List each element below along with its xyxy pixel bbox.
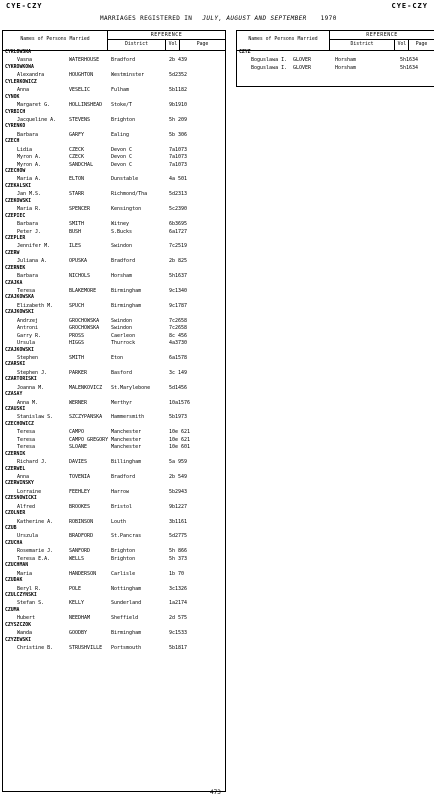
volume-page: 5d2352 <box>169 72 188 79</box>
spouse-surname: CAMPO <box>69 429 85 436</box>
district: S.Bucks <box>111 228 133 235</box>
surname: CZERNEK <box>5 265 26 271</box>
spouse-surname: SMITH <box>69 221 85 228</box>
surname: CZERWEL <box>5 466 26 472</box>
district: Thurrock <box>111 340 136 347</box>
volume-page: 5d1456 <box>169 384 188 391</box>
forename: Stephen <box>17 354 39 361</box>
district: Westminster <box>111 72 145 79</box>
district: Manchester <box>111 429 142 436</box>
spouse-surname: DAVIES <box>69 459 88 466</box>
forename: Lorraine <box>17 488 42 495</box>
surname: CZEPLER <box>5 235 26 241</box>
spouse-surname: GROCHOWSKA <box>69 317 100 324</box>
forename: Vasna <box>17 57 33 64</box>
district: Nottingham <box>111 585 142 592</box>
left-entry-row <box>3 289 225 296</box>
volume-page: 3b1161 <box>169 518 188 525</box>
title-quarter: JULY, AUGUST AND SEPTEMBER <box>202 15 307 22</box>
right-register-table <box>236 30 434 87</box>
district: Witney <box>111 221 130 228</box>
district-column-header: District <box>124 41 149 47</box>
forename: Stefan S. <box>17 600 45 607</box>
district: Horsham <box>111 273 133 280</box>
left-entry-row <box>3 505 225 512</box>
district: Manchester <box>111 436 142 443</box>
forename: Andrzej <box>17 317 39 324</box>
spouse-surname: PARKER <box>69 369 88 376</box>
district: Carlisle <box>111 570 136 577</box>
volume-page: 10e 621 <box>169 429 191 436</box>
spouse-surname: WATERHOUSE <box>69 57 100 64</box>
district: Swindon <box>111 317 133 324</box>
volume-page: 6b3695 <box>169 221 188 228</box>
district: Portsmouth <box>111 645 142 651</box>
title-prefix: MARRIAGES REGISTERED IN <box>100 15 193 22</box>
surname: CZEKALSKI <box>5 183 31 189</box>
volume-page: 10e 601 <box>169 444 191 451</box>
left-entry-row <box>3 475 225 482</box>
volume-page: 6a1578 <box>169 354 188 361</box>
volume-page: 7c2658 <box>169 317 188 324</box>
spouse-surname: ROBINSON <box>69 518 94 525</box>
names-column-header-right: Names of Persons Married <box>237 31 330 50</box>
volume-page: 5h1634 <box>400 57 419 64</box>
spouse-surname: FEEHLEY <box>69 488 91 495</box>
volume-page: 5b1182 <box>169 87 188 94</box>
forename: Boguslawa I. <box>251 64 288 71</box>
district: Hammersmith <box>111 414 145 421</box>
forename: Myron A. <box>17 154 42 161</box>
district: Bradford <box>111 258 136 265</box>
volume-page: 5b 306 <box>169 131 188 138</box>
spouse-surname: SANDCHAL <box>69 161 94 168</box>
spouse-surname: WELLS <box>69 555 85 562</box>
forename: Maria R. <box>17 206 42 213</box>
page-number: 473 <box>210 789 221 796</box>
left-index-code: CYE-CZY <box>6 2 43 10</box>
district: Horsham <box>335 64 357 71</box>
volume-page: 5d2313 <box>169 191 188 198</box>
left-entry-row <box>3 88 225 95</box>
left-entry-row <box>3 177 225 184</box>
volume-page: 5d2775 <box>169 533 188 540</box>
surname: CZEPIEC <box>5 213 26 219</box>
district: Sheffield <box>111 615 139 622</box>
surname: CZUDAK <box>5 578 23 584</box>
surname: CZOLNER <box>5 511 26 517</box>
left-entry-row <box>3 207 225 214</box>
district: Bradford <box>111 57 136 64</box>
forename: Barbara <box>17 273 39 280</box>
district: Merthyr <box>111 399 133 406</box>
district: St.Pancras <box>111 533 142 540</box>
volume-page: 2b 825 <box>169 258 188 265</box>
left-register-table <box>2 30 226 792</box>
surname: CZUCHMAN <box>5 563 29 569</box>
volume-page: 7a1073 <box>169 161 188 168</box>
surname: CZYSZCZOK <box>5 622 31 628</box>
forename: Hubert <box>17 615 36 622</box>
district: Devon C <box>111 154 133 161</box>
volume-page: 2b 549 <box>169 473 188 480</box>
forename: Joanna M. <box>17 384 45 391</box>
volume-page: 5h 373 <box>169 555 188 562</box>
left-entry-row <box>3 445 225 452</box>
surname: CYRBICH <box>5 109 26 115</box>
district: Dunstable <box>111 176 139 183</box>
left-entry-row <box>3 631 225 638</box>
forename: Antroni <box>17 325 39 332</box>
forename: Teresa <box>17 444 36 451</box>
spouse-surname: GLOVER <box>293 57 312 64</box>
forename: Alexandra <box>17 72 45 79</box>
spouse-surname: SPENCER <box>69 206 91 213</box>
reference-header-right: REFERENCE <box>330 31 434 40</box>
district: Birmingham <box>111 288 142 294</box>
surname: CYRENKO <box>5 124 26 130</box>
district: Devon C <box>111 146 133 153</box>
left-entry-row <box>3 230 225 237</box>
volume-page: 1b 70 <box>169 570 185 577</box>
district: Eton <box>111 354 124 361</box>
surname: CYKROWKOWA <box>5 64 34 70</box>
volume-page: 7a1073 <box>169 154 188 161</box>
spouse-surname: STEVENS <box>69 116 91 123</box>
spouse-surname: HIGGS <box>69 340 85 347</box>
surname: CZEKOWSKI <box>5 198 31 204</box>
forename: Barbara <box>17 221 39 228</box>
spouse-surname: BROOKES <box>69 503 91 510</box>
page-column-header-right: Page <box>408 40 434 50</box>
district: Harrow <box>111 488 130 495</box>
district: Horsham <box>335 57 357 64</box>
volume-page: 4a 501 <box>169 176 188 183</box>
spouse-surname: SMITH <box>69 354 85 361</box>
left-entry-row <box>3 601 225 608</box>
left-entry-row <box>3 460 225 467</box>
spouse-surname: CZECK <box>69 154 85 161</box>
forename: Anna M. <box>17 399 39 406</box>
right-entry-row <box>237 66 434 73</box>
district: Bristol <box>111 503 133 510</box>
district: Swindon <box>111 243 133 250</box>
volume-page: 9b1910 <box>169 102 188 109</box>
volume-page: 10a1576 <box>169 399 191 406</box>
spouse-surname: GROCHOWSKA <box>69 325 100 332</box>
volume-page: 9b1227 <box>169 503 188 510</box>
forename: Garry R. <box>17 332 42 339</box>
district: Devon C <box>111 161 133 168</box>
surname: CZERNIK <box>5 451 26 457</box>
left-entry-row <box>3 520 225 527</box>
district: St.Marylebone <box>111 384 151 391</box>
spouse-surname: SPUCH <box>69 302 85 309</box>
forename: Maria <box>17 570 33 577</box>
spouse-surname: BLAKEMORE <box>69 288 97 294</box>
spouse-surname: NEEDHAM <box>69 615 91 622</box>
surname: CZASAY <box>5 392 23 398</box>
spouse-surname: NICHOLS <box>69 273 91 280</box>
spouse-surname: BRADFORD <box>69 533 94 540</box>
volume-page: 10e 621 <box>169 436 191 443</box>
district: Caerleon <box>111 332 136 339</box>
volume-page: 5a 959 <box>169 459 188 466</box>
district: Louth <box>111 518 127 525</box>
page-column-header: Page <box>179 40 225 50</box>
left-entry-row <box>3 103 225 110</box>
district: Ealing <box>111 131 130 138</box>
forename: Juliana A. <box>17 258 48 265</box>
left-entry-row <box>3 415 225 422</box>
spouse-surname: ELTON <box>69 176 85 183</box>
left-entry-row <box>3 534 225 541</box>
volume-page: 5c2390 <box>169 206 188 213</box>
forename: Katherine A. <box>17 518 54 525</box>
forename: Barbara <box>17 131 39 138</box>
district: Swindon <box>111 325 133 332</box>
forename: Wanda <box>17 630 33 637</box>
surname: CZYZEWSKI <box>5 637 31 643</box>
surname: CZAUSKI <box>5 407 26 412</box>
right-table-header <box>237 31 434 51</box>
forename: Teresa <box>17 436 36 443</box>
left-entry-row <box>3 401 225 408</box>
right-entries <box>237 51 434 73</box>
left-entry-row <box>3 274 225 281</box>
spouse-surname: WERNER <box>69 399 88 406</box>
volume-page: 7c2658 <box>169 325 188 332</box>
right-index-code: CYE-CZY <box>391 2 428 10</box>
surname: CZECHOWICZ <box>5 421 34 427</box>
left-entry-row <box>3 386 225 393</box>
spouse-surname: POLE <box>69 585 82 592</box>
volume-page: 2b 439 <box>169 57 188 64</box>
forename: Beryl R. <box>17 585 42 592</box>
volume-page: 9c1787 <box>169 302 188 309</box>
volume-page: 7c2519 <box>169 243 188 250</box>
left-entry-row <box>3 616 225 623</box>
volume-page: 5b1973 <box>169 414 188 421</box>
forename: Elizabeth M. <box>17 302 54 309</box>
volume-page: 5b1817 <box>169 645 188 651</box>
left-table-header <box>3 31 225 51</box>
district: Stoke/T <box>111 102 133 109</box>
district: Brighton <box>111 116 136 123</box>
spouse-surname: VESELIC <box>69 87 91 94</box>
volume-page: 1a2174 <box>169 600 188 607</box>
left-entry-row <box>3 341 225 348</box>
spouse-surname: BUSH <box>69 228 82 235</box>
forename: Jennifer M. <box>17 243 51 250</box>
spouse-surname: SLOANE <box>69 444 88 451</box>
left-entry-row <box>3 118 225 125</box>
spouse-surname: TOVENIA <box>69 473 91 480</box>
spouse-surname: SANFORD <box>69 548 91 555</box>
title-year: 1970 <box>320 15 337 22</box>
volume-page: 5h1637 <box>169 273 188 280</box>
spouse-surname: GLOVER <box>293 64 312 71</box>
forename: Christine B. <box>17 645 54 651</box>
district: Basford <box>111 369 133 376</box>
surname: CZULCZYNSKI <box>5 592 37 598</box>
district: Richmond/Tha <box>111 191 148 198</box>
forename: Stanislaw S. <box>17 414 54 421</box>
district: Kensington <box>111 206 142 213</box>
left-entry-row <box>3 646 225 653</box>
spouse-surname: HANDERSON <box>69 570 97 577</box>
forename: Teresa E.A. <box>17 555 51 562</box>
names-column-header: Names of Persons Married <box>3 31 108 50</box>
forename: Anna <box>17 473 30 480</box>
surname: CZECHOW <box>5 169 26 174</box>
surname: CZUB <box>5 526 17 531</box>
surname: CZUCHA <box>5 540 23 546</box>
surname: CZAJKOWSKI <box>5 310 34 316</box>
left-entry-row <box>3 356 225 363</box>
volume-page: 7a1073 <box>169 146 188 153</box>
volume-page: 3c1326 <box>169 585 188 592</box>
volume-page: 9c1533 <box>169 630 188 637</box>
forename: Boguslawa I. <box>251 57 288 64</box>
left-entry-row <box>3 572 225 579</box>
volume-page: 5h 209 <box>169 116 188 123</box>
spouse-surname: STRUSHVILLE <box>69 645 103 651</box>
surname: CZAJKOWSKA <box>5 295 34 301</box>
volume-page: 5b2943 <box>169 488 188 495</box>
surname: CZERW <box>5 250 20 256</box>
volume-page: 8c 456 <box>169 332 188 339</box>
forename: Jan M.S. <box>17 191 42 198</box>
left-entry-row <box>3 58 225 65</box>
surname: CZERWINSKY <box>5 481 34 487</box>
left-entry-row <box>3 244 225 251</box>
district-column-header-right: District <box>350 41 374 47</box>
volume-page: 9c1340 <box>169 288 188 294</box>
surname: CZAJKOWSKI <box>5 347 34 353</box>
forename: Margaret G. <box>17 102 51 109</box>
left-entry-row <box>3 192 225 199</box>
surname: CZYZ <box>239 50 251 55</box>
forename: Jacqueline A. <box>17 116 57 123</box>
reference-header: REFERENCE <box>108 31 225 40</box>
volume-page: 3c 149 <box>169 369 188 376</box>
surname: CZARTORISKI <box>5 377 37 383</box>
spouse-surname: OPUSKA <box>69 258 88 265</box>
left-entry-row <box>3 557 225 564</box>
spouse-surname: PROSS <box>69 332 85 339</box>
surname: CYNOK <box>5 94 20 100</box>
forename: Peter J. <box>17 228 42 235</box>
volume-page: 4a3730 <box>169 340 188 347</box>
forename: Myron A. <box>17 161 42 168</box>
district: Billingham <box>111 459 142 466</box>
vol-column-header-right: Vol <box>394 40 409 50</box>
forename: Stephen J. <box>17 369 48 376</box>
forename: Teresa <box>17 288 36 294</box>
spouse-surname: HOLLINSHEAD <box>69 102 103 109</box>
volume-page: 5h1634 <box>400 64 419 71</box>
left-entry-row <box>3 133 225 140</box>
district: Birmingham <box>111 630 142 637</box>
forename: Teresa <box>17 429 36 436</box>
left-entry-row <box>3 259 225 266</box>
spouse-surname: KELLY <box>69 600 85 607</box>
forename: Alfred <box>17 503 36 510</box>
surname: CYLERKOWICZ <box>5 79 37 85</box>
surname: CZECH <box>5 139 20 145</box>
spouse-surname: CZECK <box>69 146 85 153</box>
district: Bradford <box>111 473 136 480</box>
forename: Ursula <box>17 340 36 347</box>
district: Manchester <box>111 444 142 451</box>
vol-column-header: Vol <box>165 40 180 50</box>
forename: Urszula <box>17 533 39 540</box>
spouse-surname: GARFY <box>69 131 85 138</box>
district: Fulham <box>111 87 130 94</box>
page-title <box>100 15 337 22</box>
surname: CZAJKA <box>5 280 23 286</box>
district: Sunderland <box>111 600 142 607</box>
forename: Lidia <box>17 146 33 153</box>
volume-page: 2d 575 <box>169 615 188 622</box>
spouse-surname: STARR <box>69 191 85 198</box>
left-entries <box>3 51 225 653</box>
surname: CZESNOWICKI <box>5 496 37 502</box>
surname: CZUMA <box>5 607 20 613</box>
forename: Rosemarie J. <box>17 548 54 555</box>
left-entry-row <box>3 163 225 170</box>
surname: CYKLOWSKA <box>5 50 31 55</box>
left-entry-row <box>3 304 225 311</box>
forename: Maria A. <box>17 176 42 183</box>
volume-page: 5h 866 <box>169 548 188 555</box>
spouse-surname: MALENKOVICZ <box>69 384 103 391</box>
spouse-surname: GOODBY <box>69 630 88 637</box>
district: Brighton <box>111 555 136 562</box>
spouse-surname: HOUGHTON <box>69 72 94 79</box>
spouse-surname: CAMPO GREGORY <box>69 436 109 443</box>
spouse-surname: SZCZYPANSKA <box>69 414 103 421</box>
forename: Anna <box>17 87 30 94</box>
district: Birmingham <box>111 302 142 309</box>
forename: Richard J. <box>17 459 48 466</box>
spouse-surname: ILES <box>69 243 82 250</box>
surname: CZARSKI <box>5 362 26 368</box>
volume-page: 6a1727 <box>169 228 188 235</box>
district: Brighton <box>111 548 136 555</box>
